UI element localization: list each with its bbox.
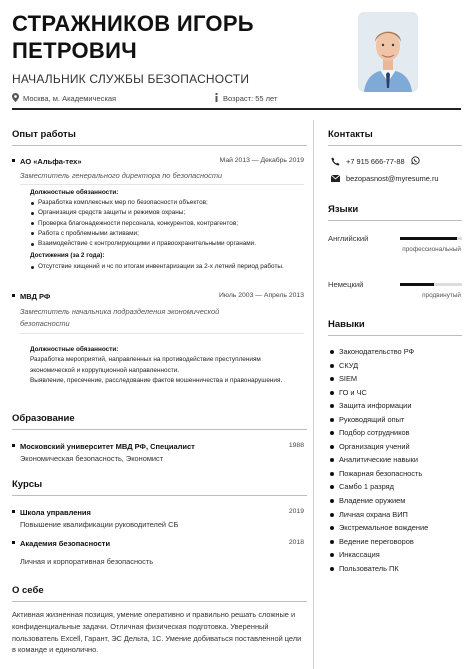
languages-rule (328, 220, 462, 221)
location-line (12, 93, 116, 104)
skill-item: Экстремальное вождение (330, 521, 428, 535)
about-text: Активная жизненная позиция, умение оперативно и правильно решать сложные и конфиденциальные задачи. Отличная физическая подготовка. Уверенный пользователь Excell, Гарант, ЭС Дельта, 1С. Умение добиваться поставленной цели в команде и единолично. (12, 610, 302, 655)
skill-item: СКУД (330, 359, 428, 373)
job-1-achievements-title: Достижения (за 2 года): (30, 252, 105, 259)
skill-item: Самбо 1 разряд (330, 480, 428, 494)
education-1-year: 1988 (288, 442, 304, 449)
language-1-name: Английский (328, 234, 369, 243)
courses-heading: Курсы (12, 479, 43, 490)
education-bullet (12, 444, 15, 447)
skill-item: ГО и ЧС (330, 386, 428, 400)
location-text: Москва, м. Академическая (23, 94, 117, 103)
job-2-duties-title: Должностные обязанности: (30, 346, 119, 353)
language-2-name: Немецкий (328, 280, 364, 289)
header-divider (12, 108, 461, 110)
job-2-duties-text-2: Выявление, пресечение, расследование фактов мошенничества и правонарушения. (30, 377, 283, 384)
language-1-bar (400, 237, 462, 240)
course-bullet (12, 541, 15, 544)
job-1-duties-title: Должностные обязанности: (30, 189, 119, 196)
job-1-role: Заместитель генерального директора по безопасности (20, 171, 223, 180)
contacts-rule (328, 145, 462, 146)
duty-item: Разработка комплексных мер по безопасности объектов; (30, 198, 304, 208)
course-bullet (12, 510, 15, 513)
job-1-dates: Май 2013 — Декабрь 2019 (219, 157, 304, 164)
whatsapp-icon (411, 156, 420, 167)
job-1-company: АО «Альфа-тех» (20, 157, 82, 166)
experience-rule (12, 145, 307, 146)
job-1-duties-list (30, 198, 304, 249)
course-2-year: 2018 (288, 539, 304, 546)
job-2-role: Заместитель начальника подразделения экономической безопасности (20, 307, 220, 328)
job-1-rule (20, 184, 304, 185)
course-2-subtitle: Личная и корпоративная безопасность (20, 557, 154, 566)
age-text: Возраст: 55 лет (223, 94, 278, 103)
about-heading: О себе (12, 585, 44, 596)
skill-item: Инкассация (330, 548, 428, 562)
education-1-subtitle: Экономическая безопасность, Экономист (20, 454, 164, 463)
course-1-title: Школа управления (20, 508, 91, 517)
education-heading: Образование (12, 413, 75, 424)
job-2-rule (20, 333, 304, 334)
skill-item: Подбор сотрудников (330, 426, 428, 440)
column-divider (313, 120, 314, 669)
duty-item: Взаимодействие с контролирующими и правоохранительными органами. (30, 239, 304, 249)
skill-item: Пожарная безопасность (330, 467, 428, 481)
language-2-bar-fill (400, 283, 434, 286)
language-2-level: продвинутый (422, 292, 461, 299)
skills-rule (328, 335, 462, 336)
duty-item: Работа с проблемными активами; (30, 229, 304, 239)
skill-item: Организация учений (330, 440, 428, 454)
candidate-name: СТРАЖНИКОВ ИГОРЬ ПЕТРОВИЧ (12, 11, 254, 63)
job-bullet (12, 159, 15, 162)
candidate-position: НАЧАЛЬНИК СЛУЖБЫ БЕЗОПАСНОСТИ (12, 72, 250, 86)
skill-item: Личная охрана ВИП (330, 508, 428, 522)
skill-item: Защита информации (330, 399, 428, 413)
experience-heading: Опыт работы (12, 129, 76, 140)
language-2-bar (400, 283, 462, 286)
phone-number[interactable]: +7 915 666-77-88 (346, 157, 405, 166)
candidate-photo (358, 12, 418, 92)
phone-icon (330, 157, 340, 166)
skills-list (330, 345, 428, 575)
course-1-year: 2019 (288, 508, 304, 515)
skill-item: Законодательство РФ (330, 345, 428, 359)
about-rule (12, 601, 307, 602)
course-1-subtitle: Повышение квалификации руководителей СБ (20, 520, 179, 529)
skill-item: Пользователь ПК (330, 562, 428, 576)
phone-contact[interactable] (330, 156, 420, 167)
job-bullet (12, 294, 15, 297)
education-1-title: Московский университет МВД РФ, Специалист (20, 442, 195, 451)
age-line (214, 93, 277, 104)
job-2-company: МВД РФ (20, 292, 51, 301)
duty-item: Организация средств защиты и режимов охраны; (30, 208, 304, 218)
skill-item: Руководящий опыт (330, 413, 428, 427)
language-1-bar-fill (400, 237, 457, 240)
languages-heading: Языки (328, 204, 359, 215)
course-2-title: Академия безопасности (20, 539, 111, 548)
job-1-achievements-list (30, 262, 304, 272)
skills-heading: Навыки (328, 319, 365, 330)
email-address[interactable]: bezopasnost@myresume.ru (346, 174, 439, 183)
education-rule (12, 429, 307, 430)
job-2-dates: Июль 2003 — Апрель 2013 (219, 292, 304, 299)
skill-item: Аналитические навыки (330, 453, 428, 467)
contacts-heading: Контакты (328, 129, 373, 140)
language-1-level: профессиональный (402, 246, 461, 253)
job-2-duties-text-1: Разработка мероприятий, направленных на противодействие преступлениям экономической и коррупционной направленности. (30, 356, 261, 374)
email-contact[interactable] (330, 174, 439, 183)
courses-rule (12, 495, 307, 496)
email-icon (330, 175, 340, 182)
achievement-item: Отсутствие хищений и чс по итогам инвентаризации за 2-х летний период работы. (30, 262, 304, 272)
skill-item: SIEM (330, 372, 428, 386)
skill-item: Ведение переговоров (330, 535, 428, 549)
skill-item: Владение оружием (330, 494, 428, 508)
duty-item: Проверка благонадежности персонала, конкурентов, контрагентов; (30, 219, 304, 229)
location-pin-icon (12, 93, 19, 104)
info-icon (214, 93, 219, 104)
